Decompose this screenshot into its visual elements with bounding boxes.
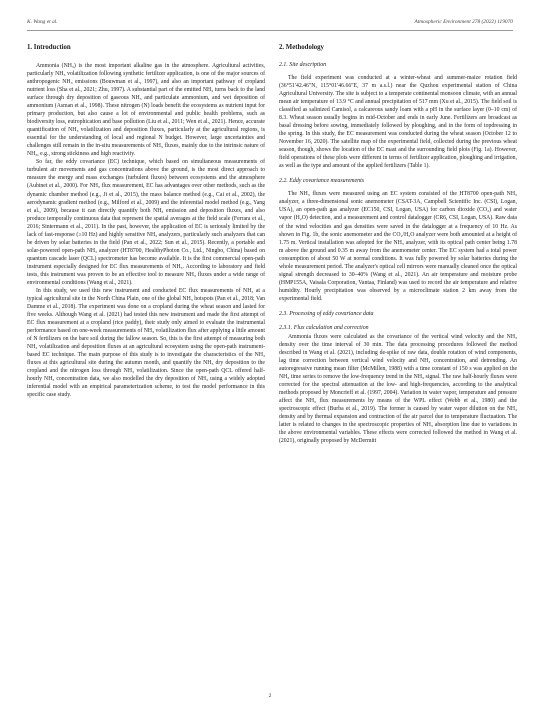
intro-paragraph-2: So far, the eddy covariance (EC) technique, which based on simultaneous measurements of turbulent air movements and gas concentrations above the ground, is the most direct approach to measure the energy and mass exchanges (turbulent fluxes) between ecosystems and the atmosphere (Aubinet et al., 2000). For NH₃ flux measurement, EC has advantages over other methods, such as the dynamic chamber method (e.g., Ji et al., 2015), the mass balance method (e.g., Cai et al., 2002), the aerodynamic gradient method (e.g., Milford et al., 2009) and the inferential model method (e.g., Yang et al., 2009), because it can directly quantify both NH₃ emission and deposition fluxes, and also produce temporally continuous data that represent the spatial averages at the field scale (Ferrara et al., 2016; Sintermann et al., 2011). In the past, however, the application of EC is seriously limited by the lack of fast-response (≥10 Hz) and highly sensitive NH₃ analyzers, particularly such analyzers that can be driven by solar batteries in the field (Pan et al., 2022; Sun et al., 2015). Recently, a portable and solar-powered open-path NH₃ analyzer (HT8700, HealthyPhoton Co., Ltd., Ningbo, China) based on quantum cascade laser (QCL) spectrometer has become available. It is the first commercial open-path instrument especially designed for EC flux measurements of NH₃. According to laboratory and field tests, this instrument was proven to be an effective tool to measure NH₃ fluxes under a wide range of environmental conditions (Wang et al., 2021). [27,159,265,286]
running-head [27,19,513,29]
left-column [27,44,265,679]
flux-calculation-paragraph: Ammonia fluxes were calculated as the covariance of the vertical wind velocity and the NH₃ density over the time interval of 30 min. The data processing procedures followed the method described in Wang et al. (2021), including de-spike of raw data, double rotation of wind components, lag time correction between vertical wind velocity and NH₃ concentration, and detrending. An autoregressive running mean filter (McMillen, 1988) with a time constant of 150 s was applied on the NH₃ time series to remove the low-frequency trend in the NH₃ signal. The raw half-hourly fluxes were corrected for the spectral attenuation at the low- and high-frequencies, according to the analytical methods proposed by Moncrieff et al. (1997, 2004). Variation in water vapor, temperature and pressure affect the NH₃ flux measurements by means of the WPL effect (Webb et al., 1980) and the spectroscopic effect (Burba et al., 2019). The former is caused by water vapor dilution on the NH₃ density and by thermal expansion and contraction of the air parcel due to temperature fluctuation. The latter is related to changes in the spectroscopic properties of NH₃ absorption line due to variations in the above environmental variables. These effects were corrected followed the method in Wang et al. (2021), originally proposed by McDermitt [279,333,517,445]
subsection-title-processing: 2.3. Processing of eddy covariance data [279,310,374,317]
subsection-title-eddy-covariance: 2.2. Eddy covariance measurements [279,178,365,185]
page-number: 2 [268,693,272,699]
intro-paragraph-1: Ammonia (NH₃) is the most important alkaline gas in the atmosphere. Agricultural activities, particularly NH₃ volatilization following synthetic fertilizer application, is one of the major sources of anthropogenic NH₃ emissions (Bouwman et al., 1997), and also an important pathway of cropland nutrient loss (Sha et al., 2021; Zhu, 1997). A substantial part of the emitted NH₃ turns back to the land surface through dry deposition of gaseous NH₃ and particulate ammonium, and wet deposition of ammonium (Asman et al., 1998). These nitrogen (N) loads benefit the ecosystems as nutrient input for primary production, but also cause a lot of environmental and public health problems, such as biodiversity loss, eutrophication and base pollution (Liu et al., 2011; Wen et al., 2021). Hence, accurate quantification of NH₃ volatilization and deposition fluxes, particularly at the agricultural regions, is essential for the understanding of local and regional N budget. However, large uncertainties and challenges still remain in the in-situ measurements of NH₃ fluxes, mainly due to the intrinsic nature of NH₃, e.g., strong stickiness and high reactivity. [27,63,265,158]
running-head-journal: Atmospheric Environment 278 (2022) 119070 [414,19,513,25]
right-column [279,44,517,679]
section-title-introduction: 1. Introduction [27,44,71,51]
eddy-covariance-paragraph: The NH₃ fluxes were measured using an EC system consisted of the HT8700 open-path NH₃ analyzer, a three-dimensional sonic anemometer (CSAT-3A, Campbell Scientific Inc. (CSI), Logan, USA), an open-path gas analyzer (EC150, CSI, Logan, USA) for carbon dioxide (CO₂) and water vapor (H₂O) detection, and a measurement and control datalogger (CR6, CSI, Logan, USA). Raw data of the wind velocities and gas densities were saved in the datalogger at a frequency of 10 Hz. As shown in Fig. 1b, the sonic anemometer and the CO₂/H₂O analyzer were both amounted at a height of 1.75 m. Vertical installation was adopted for the NH₃ analyzer, with its optical path center being 1.78 m above the ground and 0.35 m away from the anemometer center. The EC system had a total power consumption of about 50 W at normal conditions. It was fully powered by solar batteries during the whole measurement period. The analyzer's optical cell mirrors were manually cleaned once the optical signal strength decreased to 30–40% (Wang et al., 2021). An air temperature and moisture probe (HMP155A, Vaisala Corporation, Vantaa, Finland) was used to record the air temperature and relative humidity. Hourly precipitation was observed by a microclimate station 2 km away from the experimental field. [279,191,517,302]
subsection-title-site-description: 2.1. Site description [279,62,327,68]
intro-paragraph-3: In this study, we used this new instrument and conducted EC flux measurements of NH₃ at a typical agricultural site in the North China Plain, one of the global NH₃ hotspots (Pan et al., 2018; Van Damme et al., 2018). The experiment was done on a cropland during the wheat season and lasted for five weeks. Although Wang et al. (2021) had tested this new instrument and made the first attempt of EC flux measurement at a cropland (rice paddy), their study only aimed to evaluate the instrumental performance based on one-week measurements of NH₃ volatilization flux after applying a little amount of N fertilizers on the bare soil during the fallow season. So, this is the first attempt of measuring both NH₃ volatilization and deposition fluxes at an agricultural ecosystem using the open-path instrument-based EC technique. The main purpose of this study is to investigate the characteristics of the NH₃ fluxes at this agricultural site during the autumn month, and quantify the NH₃ dry deposition to the cropland and the nitrogen loss through NH₃ volatilization. Since the open-path QCL offered half-hourly NH₃ concentration data, we also modelled the dry deposition of NH₃ using a widely adopted inferential model with an empirical parameterization scheme, to test the model performance in this specific case study. [27,287,265,399]
header-rule [27,30,513,31]
site-description-paragraph: The field experiment was conducted at a winter-wheat and summer-maize rotation field (36°51′42.46″N, 115°01′46.66″E, 37 m a.s.l.) near the Quzhou experimental station of China Agricultural University. The site is subject to a temperate continental monsoon climate, with an annual mean air temperature of 13.9 °C and annual precipitation of 517 mm (Xu et al., 2015). The field soil is classified as salinized Camisol, a calcareous sandy loam with a pH in the surface layer (0–10 cm) of 8.3. Wheat season usually begins in mid-October and ends in early June. Fertilizers are broadcast as basal dressing before sowing, immediately followed by ploughing, and in the form of topdressing in the spring. In this study, the EC measurement was conducted during the wheat season (October 12 to November 16, 2020). The satellite map of the experimental field, collected during the previous wheat season, though, shows the location of the EC mast and the surrounding field plots (Fig. 1a). However, field operations of these plots were different in terms of fertilizer application, ploughing and irrigation, as well as the type and amount of the applied fertilizers (Table 1). [279,75,517,170]
section-title-methodology: 2. Methodology [279,44,324,51]
running-head-authors: K. Wang et al. [27,19,58,25]
subsubsection-title-flux-calculation: 2.3.1. Flux calculation and correction [279,324,369,331]
